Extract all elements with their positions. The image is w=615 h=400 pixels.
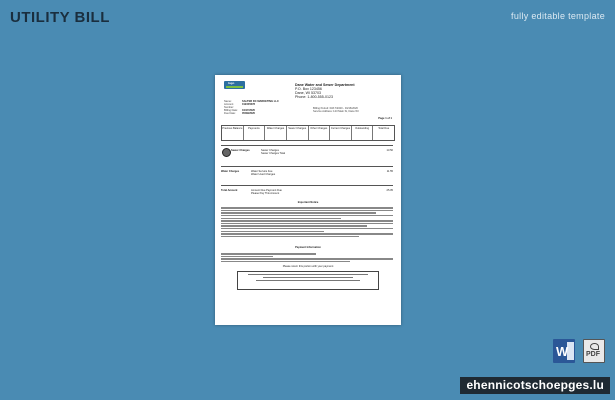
summary-cell: Current Charges xyxy=(330,126,352,140)
field-label: Name: xyxy=(224,100,232,103)
summary-cell: Total Due xyxy=(378,127,390,130)
bill-document-preview[interactable] xyxy=(215,75,401,325)
service-name: Total Amount xyxy=(221,189,238,192)
notice-heading: Important Notice xyxy=(297,201,319,204)
notice-text xyxy=(221,206,393,238)
right-field: Billing Period: 03/17/2020 - 04/16/2020 xyxy=(313,107,358,110)
service-name: Sewer Charges xyxy=(231,149,250,152)
payment-note: Please return this portion with your payment xyxy=(282,265,334,268)
department-line: Phone: 1-800-555-0123 xyxy=(295,95,333,99)
summary-cell: Payments xyxy=(244,126,266,140)
billing-period-info xyxy=(313,107,393,113)
company-logo xyxy=(224,81,245,89)
service-desc: Sewer Charges Sewer Charges Total xyxy=(261,149,286,156)
field-value: 05/09/2020 xyxy=(242,112,255,116)
service-amount: 13.50 xyxy=(386,149,393,152)
payment-stub-box xyxy=(237,271,379,290)
service-section-sewer xyxy=(221,145,393,155)
department-line: Dane, WI 53703 xyxy=(295,91,321,95)
field-value: 04/17/2020 xyxy=(242,109,255,113)
summary-cell: Previous Balance xyxy=(222,126,244,140)
service-name: Water Charges xyxy=(221,170,240,173)
department-line: P.O. Box 123456 xyxy=(295,87,322,91)
department-name: Dane Water and Sewer Department xyxy=(295,83,355,87)
field-value: SALTER DC MARKETING LLC xyxy=(242,100,279,103)
logo-text: logo xyxy=(228,81,235,85)
page-number: Page 1 of 1 xyxy=(378,117,392,120)
payment-text xyxy=(221,252,393,264)
summary-cell: Other Charges xyxy=(309,126,331,140)
service-section-total xyxy=(221,185,393,195)
page-title: UTILITY BILL xyxy=(10,9,110,26)
field-value: 012345678 xyxy=(242,103,255,107)
site-brand[interactable]: ehennicotschoepges.lu xyxy=(460,377,610,394)
summary-table xyxy=(221,125,395,141)
summary-cell: Sewer Charges xyxy=(287,126,309,140)
service-desc: Water Service Fee Water Used Charges xyxy=(251,170,276,177)
summary-cell: Water Charges xyxy=(265,126,287,140)
format-badges xyxy=(553,339,605,363)
field-label: Billing Date: xyxy=(224,109,238,113)
department-block xyxy=(295,83,385,99)
field-label: Account Number: xyxy=(224,103,234,110)
summary-cell: Outstanding xyxy=(352,126,374,140)
page-subtitle: fully editable template xyxy=(511,11,605,21)
service-amount: 25.05 xyxy=(386,189,393,192)
word-icon[interactable] xyxy=(553,339,575,363)
service-amount: 11.55 xyxy=(386,170,393,173)
field-label: Due Date: xyxy=(224,112,236,116)
customer-info xyxy=(224,100,304,115)
right-field: Service Address: 123 Main St, Dane WI xyxy=(313,110,359,114)
payment-heading: Payment Information xyxy=(295,246,321,249)
pdf-icon[interactable] xyxy=(583,339,605,363)
service-section-water xyxy=(221,166,393,176)
service-desc: Amount Due Payment Due Please Pay This Amount xyxy=(251,189,282,196)
